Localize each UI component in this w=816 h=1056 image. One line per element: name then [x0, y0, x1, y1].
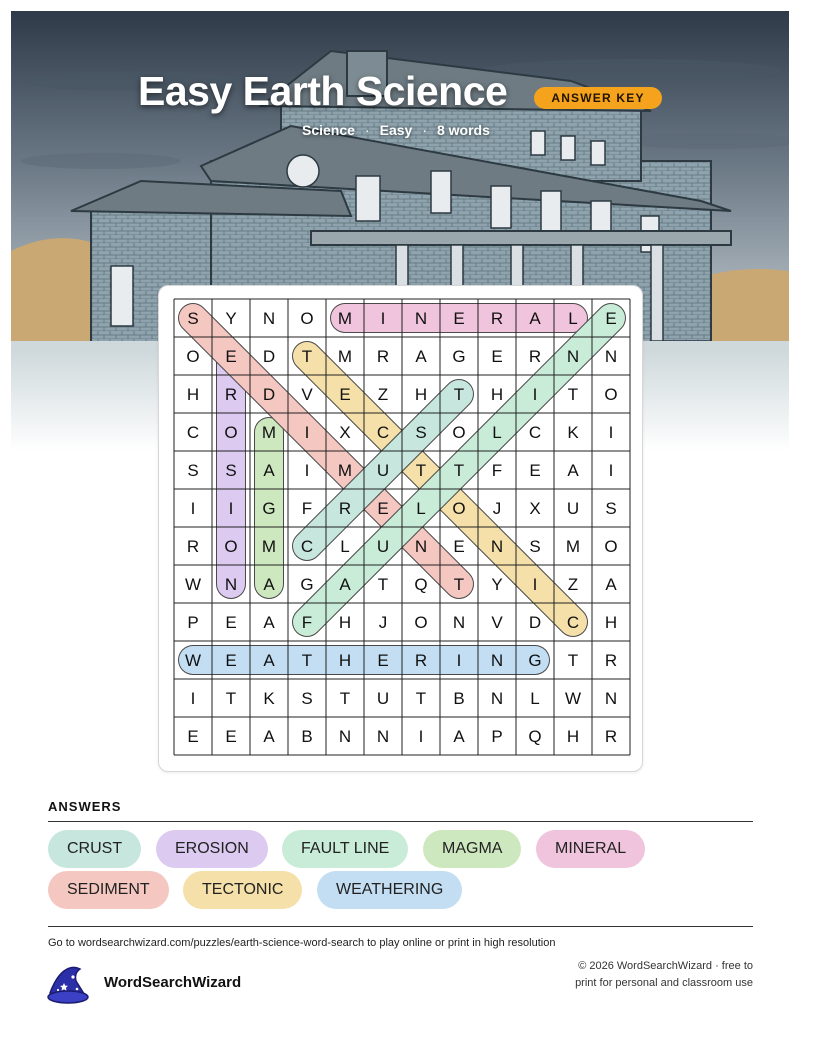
grid-letter[interactable]: E	[453, 309, 465, 328]
grid-letter[interactable]: H	[414, 385, 428, 404]
answer-word-mineral: MINERAL	[536, 830, 645, 868]
meta-separator: ·	[422, 122, 427, 138]
grid-letter[interactable]: E	[453, 537, 465, 556]
grid-letter[interactable]: L	[492, 423, 502, 442]
grid-letter[interactable]: T	[567, 651, 579, 670]
grid-letter[interactable]: I	[190, 689, 196, 708]
grid-letter[interactable]: K	[567, 423, 579, 442]
grid-letter[interactable]: M	[565, 537, 581, 556]
grid-letter[interactable]: A	[605, 575, 617, 594]
meta-difficulty: Easy	[379, 122, 413, 138]
grid-letter[interactable]: N	[566, 347, 580, 366]
answer-word-weathering: WEATHERING	[317, 871, 462, 909]
grid-letter[interactable]: I	[608, 423, 614, 442]
grid-letter[interactable]: O	[186, 347, 200, 366]
grid-letter[interactable]: R	[186, 537, 200, 556]
grid-letter[interactable]: H	[604, 613, 618, 632]
grid-letter[interactable]: V	[301, 385, 313, 404]
grid-letter[interactable]: W	[564, 689, 582, 708]
grid-letter[interactable]: M	[261, 423, 277, 442]
divider	[48, 821, 753, 822]
grid-letter[interactable]: E	[225, 613, 237, 632]
grid-letter[interactable]: E	[225, 651, 237, 670]
grid-letter[interactable]: H	[566, 727, 580, 746]
word-search-card	[158, 285, 643, 772]
grid-letter[interactable]: B	[301, 727, 313, 746]
answer-key-badge: ANSWER KEY	[534, 87, 662, 109]
grid-letter[interactable]: S	[225, 461, 237, 480]
grid-letter[interactable]: E	[605, 309, 617, 328]
grid-letter[interactable]: O	[452, 423, 466, 442]
grid-letter[interactable]: M	[261, 537, 277, 556]
grid-letter[interactable]: O	[224, 537, 238, 556]
grid-letter[interactable]: R	[604, 651, 618, 670]
page-title: Easy Earth Science	[138, 68, 508, 114]
answer-word-tectonic: TECTONIC	[183, 871, 302, 909]
grid-letter[interactable]: T	[453, 575, 465, 594]
grid-letter[interactable]: H	[338, 651, 352, 670]
grid-letter[interactable]: O	[300, 309, 314, 328]
grid-letter[interactable]: A	[567, 461, 579, 480]
grid-letter[interactable]: E	[225, 727, 237, 746]
grid-letter[interactable]: E	[339, 385, 351, 404]
grid-letter[interactable]: Y	[225, 309, 237, 328]
grid-letter[interactable]: A	[529, 309, 541, 328]
grid-letter[interactable]: N	[490, 651, 504, 670]
grid-letter[interactable]: C	[300, 537, 314, 556]
grid-letter[interactable]: Y	[491, 575, 503, 594]
grid-letter[interactable]: O	[452, 499, 466, 518]
meta-subject: Science	[302, 122, 355, 138]
grid-letter[interactable]: A	[415, 347, 427, 366]
grid-letter[interactable]: T	[453, 385, 465, 404]
footer-url-text: Go to wordsearchwizard.com/puzzles/earth-science-word-search to play online or print in high resolution	[48, 937, 556, 949]
grid-letter[interactable]: R	[338, 499, 352, 518]
grid-letter[interactable]: B	[453, 689, 465, 708]
grid-letter[interactable]: M	[337, 461, 353, 480]
grid-letter[interactable]: Z	[377, 385, 389, 404]
grid-letter[interactable]: G	[528, 651, 542, 670]
grid-letter[interactable]: W	[184, 575, 202, 594]
grid-letter[interactable]: K	[263, 689, 275, 708]
grid-letter[interactable]: E	[187, 727, 199, 746]
grid-letter[interactable]: T	[301, 347, 313, 366]
grid-letter[interactable]: I	[304, 461, 310, 480]
grid-letter[interactable]: A	[263, 613, 275, 632]
grid-letter[interactable]: M	[337, 347, 353, 366]
grid-letter[interactable]: O	[224, 423, 238, 442]
grid-letter[interactable]: C	[528, 423, 542, 442]
brand-name: WordSearchWizard	[104, 974, 242, 991]
grid-letter[interactable]: S	[187, 309, 199, 328]
grid-letter[interactable]: E	[377, 499, 389, 518]
grid-letter[interactable]: Q	[414, 575, 428, 594]
grid-letter[interactable]: C	[376, 423, 390, 442]
grid-letter[interactable]: D	[262, 385, 276, 404]
grid-letter[interactable]: H	[186, 385, 200, 404]
grid-letter[interactable]: T	[415, 461, 427, 480]
grid-letter[interactable]: J	[492, 499, 502, 518]
grid-letter[interactable]: F	[491, 461, 503, 480]
grid-letter[interactable]: X	[339, 423, 351, 442]
grid-letter[interactable]: Q	[528, 727, 542, 746]
grid-letter[interactable]: P	[491, 727, 503, 746]
copyright-text: © 2026 WordSearchWizard · free to print for personal and classroom use	[575, 960, 753, 989]
grid-letter[interactable]: I	[190, 499, 196, 518]
grid-letter[interactable]: A	[263, 461, 275, 480]
grid-letter[interactable]: N	[490, 537, 504, 556]
grid-letter[interactable]: T	[301, 651, 313, 670]
grid-letter[interactable]: W	[184, 651, 202, 670]
grid-letter[interactable]: N	[604, 689, 618, 708]
grid-letter[interactable]: U	[376, 537, 390, 556]
grid-letter[interactable]: L	[530, 689, 540, 708]
answer-word-sediment: SEDIMENT	[48, 871, 169, 909]
divider	[48, 926, 753, 927]
grid-letter[interactable]: I	[418, 727, 424, 746]
grid-letter[interactable]: F	[301, 613, 313, 632]
wizard-hat-icon	[46, 963, 94, 1005]
grid-letter[interactable]: U	[566, 499, 580, 518]
answer-word-crust: CRUST	[48, 830, 141, 868]
grid-letter[interactable]: Z	[567, 575, 579, 594]
grid-letter[interactable]: T	[225, 689, 237, 708]
grid-letter[interactable]: A	[453, 727, 465, 746]
meta-word-count: 8 words	[436, 122, 490, 138]
meta-separator: ·	[364, 122, 370, 138]
grid-letter[interactable]: I	[228, 499, 234, 518]
grid-letter[interactable]: A	[263, 727, 275, 746]
grid-letter[interactable]: I	[456, 651, 462, 670]
grid-letter[interactable]: U	[376, 689, 390, 708]
answer-word-magma: MAGMA	[423, 830, 521, 868]
grid-letter[interactable]: E	[491, 347, 503, 366]
grid-letter[interactable]: A	[263, 651, 275, 670]
grid-letter[interactable]: M	[337, 309, 353, 328]
grid-letter[interactable]: A	[339, 575, 351, 594]
grid-letter[interactable]: H	[490, 385, 504, 404]
puzzle-meta	[302, 122, 490, 138]
grid-letter[interactable]: G	[262, 499, 276, 518]
grid-letter[interactable]: I	[608, 461, 614, 480]
grid-letter[interactable]: I	[304, 423, 310, 442]
grid-letter[interactable]: X	[529, 499, 541, 518]
answers-heading: ANSWERS	[48, 799, 122, 814]
grid-letter[interactable]: S	[301, 689, 313, 708]
grid-letter[interactable]: L	[416, 499, 426, 518]
grid-letter[interactable]: L	[568, 309, 578, 328]
grid-letter[interactable]: P	[187, 613, 199, 632]
grid-letter[interactable]: R	[604, 727, 618, 746]
grid-letter[interactable]: I	[532, 575, 538, 594]
grid-letter[interactable]: R	[528, 347, 542, 366]
grid-letter[interactable]: R	[414, 651, 428, 670]
grid-letter[interactable]: R	[224, 385, 238, 404]
grid-letter[interactable]: N	[414, 309, 428, 328]
grid-letter[interactable]: T	[567, 385, 579, 404]
grid-letter[interactable]: G	[300, 575, 314, 594]
grid-letter[interactable]: I	[380, 309, 386, 328]
grid-letter[interactable]: N	[262, 309, 276, 328]
grid-letter[interactable]: E	[377, 651, 389, 670]
grid-letter[interactable]: C	[186, 423, 200, 442]
grid-letter[interactable]: V	[491, 613, 503, 632]
grid-letter[interactable]: T	[377, 575, 389, 594]
grid-letter[interactable]: N	[224, 575, 238, 594]
grid-letter[interactable]: O	[604, 385, 618, 404]
grid-letter[interactable]: D	[528, 613, 542, 632]
grid-letter[interactable]: N	[414, 537, 428, 556]
grid-letter[interactable]: D	[262, 347, 276, 366]
grid-letter[interactable]: I	[532, 385, 538, 404]
grid-letter[interactable]: F	[301, 499, 313, 518]
grid-letter[interactable]: N	[490, 689, 504, 708]
grid-letter[interactable]: O	[604, 537, 618, 556]
grid-letter[interactable]: R	[376, 347, 390, 366]
grid-letter[interactable]: N	[376, 727, 390, 746]
grid-letter[interactable]: L	[340, 537, 350, 556]
grid-letter[interactable]: G	[452, 347, 466, 366]
answer-word-fault-line: FAULT LINE	[282, 830, 408, 868]
grid-letter[interactable]: N	[604, 347, 618, 366]
grid-letter[interactable]: C	[566, 613, 580, 632]
answer-word-erosion: EROSION	[156, 830, 268, 868]
word-search-grid	[159, 286, 644, 773]
grid-letter[interactable]: S	[187, 461, 199, 480]
grid-letter[interactable]: U	[376, 461, 390, 480]
grid-letter[interactable]: N	[338, 727, 352, 746]
grid-letter[interactable]: T	[415, 689, 427, 708]
grid-letter[interactable]: S	[529, 537, 541, 556]
grid-letter[interactable]: S	[415, 423, 427, 442]
grid-letter[interactable]: J	[378, 613, 388, 632]
grid-letter[interactable]: R	[490, 309, 504, 328]
grid-letter[interactable]: S	[605, 499, 617, 518]
grid-letter[interactable]: E	[225, 347, 237, 366]
grid-letter[interactable]: H	[338, 613, 352, 632]
grid-letter[interactable]: T	[453, 461, 465, 480]
grid-letter[interactable]: O	[414, 613, 428, 632]
grid-letter[interactable]: E	[529, 461, 541, 480]
grid-letter[interactable]: A	[263, 575, 275, 594]
grid-letter[interactable]: N	[452, 613, 466, 632]
grid-letter[interactable]: T	[339, 689, 351, 708]
